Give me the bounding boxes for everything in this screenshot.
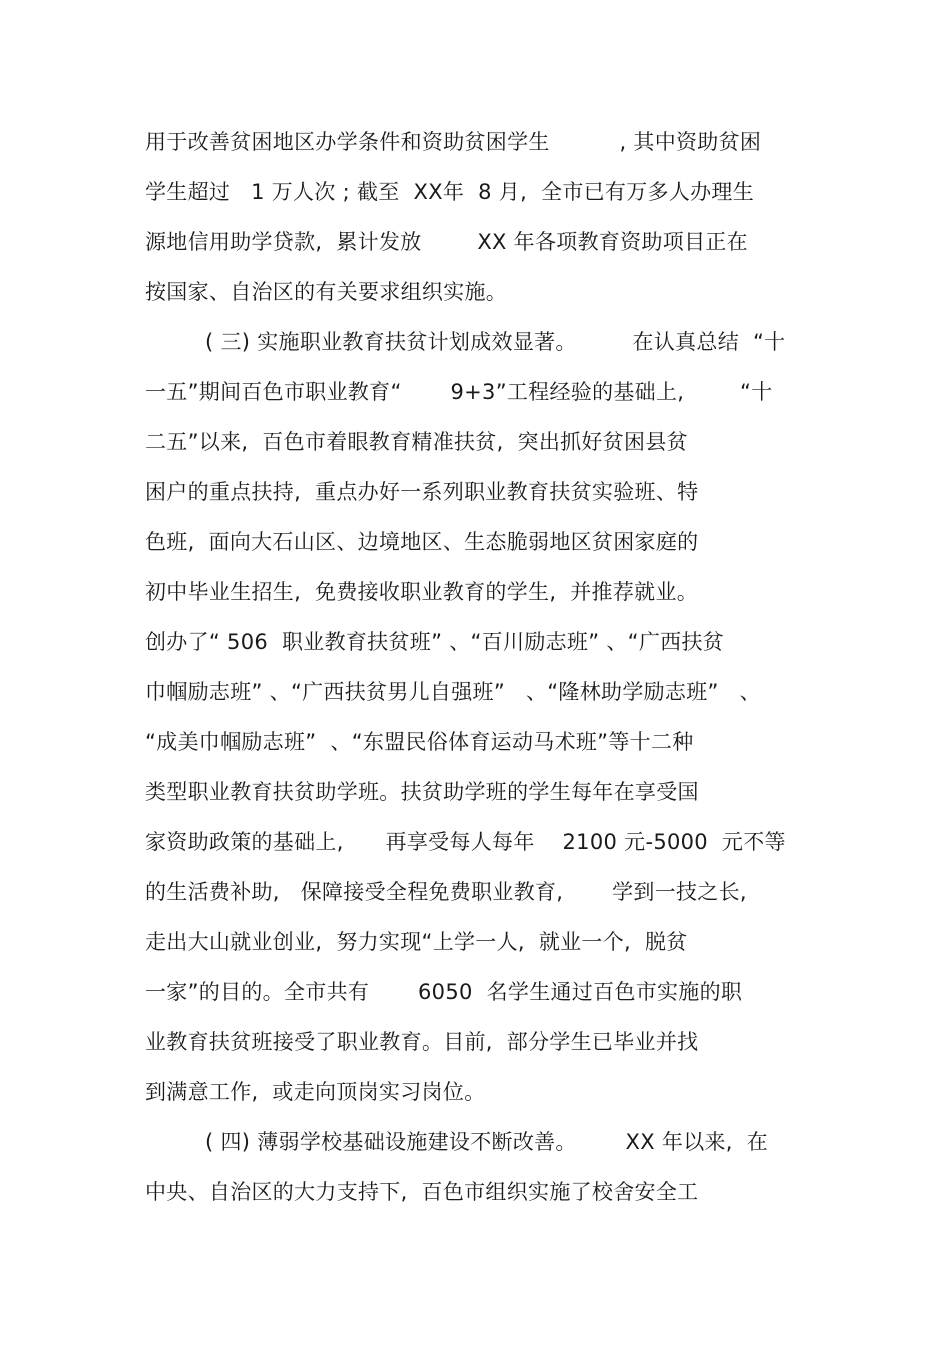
text-line: 走出大山就业创业, 努力实现“上学一人, 就业一个, 脱贫 <box>145 930 688 954</box>
text-line: 中央、自治区的大力支持下, 百色市组织实施了校舍安全工 <box>145 1180 699 1204</box>
text-line: 用于改善贫困地区办学条件和资助贫困学生 , 其中资助贫困 <box>145 130 762 154</box>
text-line: 创办了“ 506 职业教育扶贫班” 、“百川励志班” 、“广西扶贫 <box>145 630 725 654</box>
text-line: 初中毕业生招生, 免费接收职业教育的学生, 并推荐就业。 <box>145 580 699 604</box>
text-line: 困户的重点扶持, 重点办好一系列职业教育扶贫实验班、特 <box>145 480 699 504</box>
text-line: 业教育扶贫班接受了职业教育。目前, 部分学生已毕业并找 <box>145 1030 699 1054</box>
text-line: 的生活费补助, 保障接受全程免费职业教育, 学到一技之长, <box>145 880 747 904</box>
text-line: 按国家、自治区的有关要求组织实施。 <box>145 280 508 304</box>
text-line: 家资助政策的基础上, 再享受每人每年 2100 元-5000 元不等 <box>145 830 786 854</box>
text-line: “成美巾帼励志班” 、“东盟民俗体育运动马术班”等十二种 <box>145 730 694 754</box>
text-line: 色班, 面向大石山区、边境地区、生态脆弱地区贫困家庭的 <box>145 530 699 554</box>
text-line: 类型职业教育扶贫助学班。扶贫助学班的学生每年在享受国 <box>145 780 699 804</box>
text-line: 二五”以来, 百色市着眼教育精准扶贫, 突出抓好贫困县贫 <box>145 430 688 454</box>
text-line: 一家”的目的。全市共有 6050 名学生通过百色市实施的职 <box>145 980 743 1004</box>
text-line: 一五”期间百色市职业教育“ 9+3”工程经验的基础上, “十 <box>145 380 773 404</box>
text-line: 到满意工作, 或走向顶岗实习岗位。 <box>145 1080 486 1104</box>
section-heading-line: ( 四) 薄弱学校基础设施建设不断改善。 XX 年以来, 在 <box>205 1130 769 1154</box>
text-line: 巾帼励志班” 、“广西扶贫男儿自强班” 、“隆林助学励志班” 、 <box>145 680 761 704</box>
text-line: 源地信用助学贷款, 累计发放 XX 年各项教育资助项目正在 <box>145 230 748 254</box>
text-line: 学生超过 1 万人次 ; 截至 XX年 8 月, 全市已有万多人办理生 <box>145 180 755 204</box>
section-heading-line: ( 三) 实施职业教育扶贫计划成效显著。 在认真总结 “十 <box>205 330 786 354</box>
